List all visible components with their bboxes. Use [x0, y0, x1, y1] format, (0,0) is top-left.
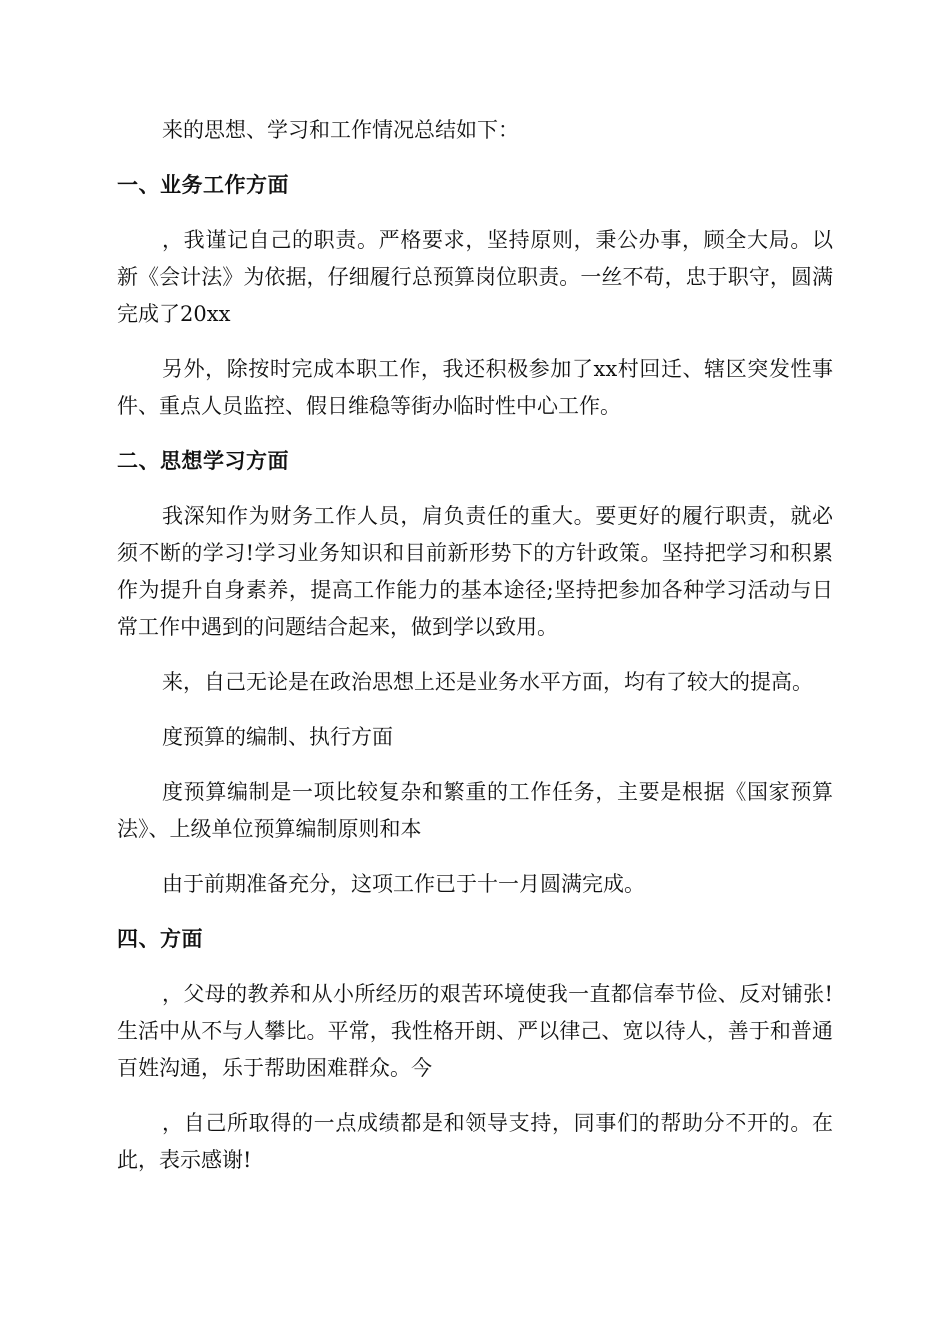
- budget-subheading: 度预算的编制、执行方面: [162, 725, 393, 749]
- budget-paragraph-2: 由于前期准备充分，这项工作已于十一月圆满完成。: [162, 872, 645, 896]
- study-paragraph-1: 我深知作为财务工作人员，肩负责任的重大。要更好的履行职责，就必须不断的学习!学习业务知识和目前新形势下的方针政策。坚持把学习和积累作为提升自身素养，提高工作能力的基本途径;坚持把参加各种学习活动与日常工作中遇到的问题结合起来，做到学以致用。: [117, 504, 833, 639]
- business-paragraph-2: 另外，除按时完成本职工作，我还积极参加了xx村回迁、辖区突发性事件、重点人员监控、假日维稳等街办临时性中心工作。: [117, 357, 833, 418]
- intro-paragraph: 来的思想、学习和工作情况总结如下：: [162, 118, 519, 142]
- budget-paragraph-1: 度预算编制是一项比较复杂和繁重的工作任务，主要是根据《国家预算法》、上级单位预算编制原则和本: [117, 780, 833, 841]
- document-page: [117, 112, 833, 1197]
- business-paragraph-1: ，我谨记自己的职责。严格要求，坚持原则，秉公办事，顾全大局。以新《会计法》为依据，仔细履行总预算岗位职责。一丝不苟，忠于职守，圆满完成了20xx: [117, 228, 833, 326]
- section-heading-study: 二、思想学习方面: [117, 449, 289, 473]
- section-heading-four: 四、方面: [117, 927, 203, 951]
- life-paragraph: ，父母的教养和从小所经历的艰苦环境使我一直都信奉节俭、反对铺张!生活中从不与人攀比。平常，我性格开朗、严以律己、宽以待人，善于和普通百姓沟通，乐于帮助困难群众。今: [117, 982, 833, 1080]
- study-paragraph-2: 来，自己无论是在政治思想上还是业务水平方面，均有了较大的提高。: [162, 670, 813, 694]
- thanks-paragraph: ，自己所取得的一点成绩都是和领导支持，同事们的帮助分不开的。在此，表示感谢!: [117, 1111, 833, 1172]
- section-heading-business: 一、业务工作方面: [117, 173, 289, 197]
